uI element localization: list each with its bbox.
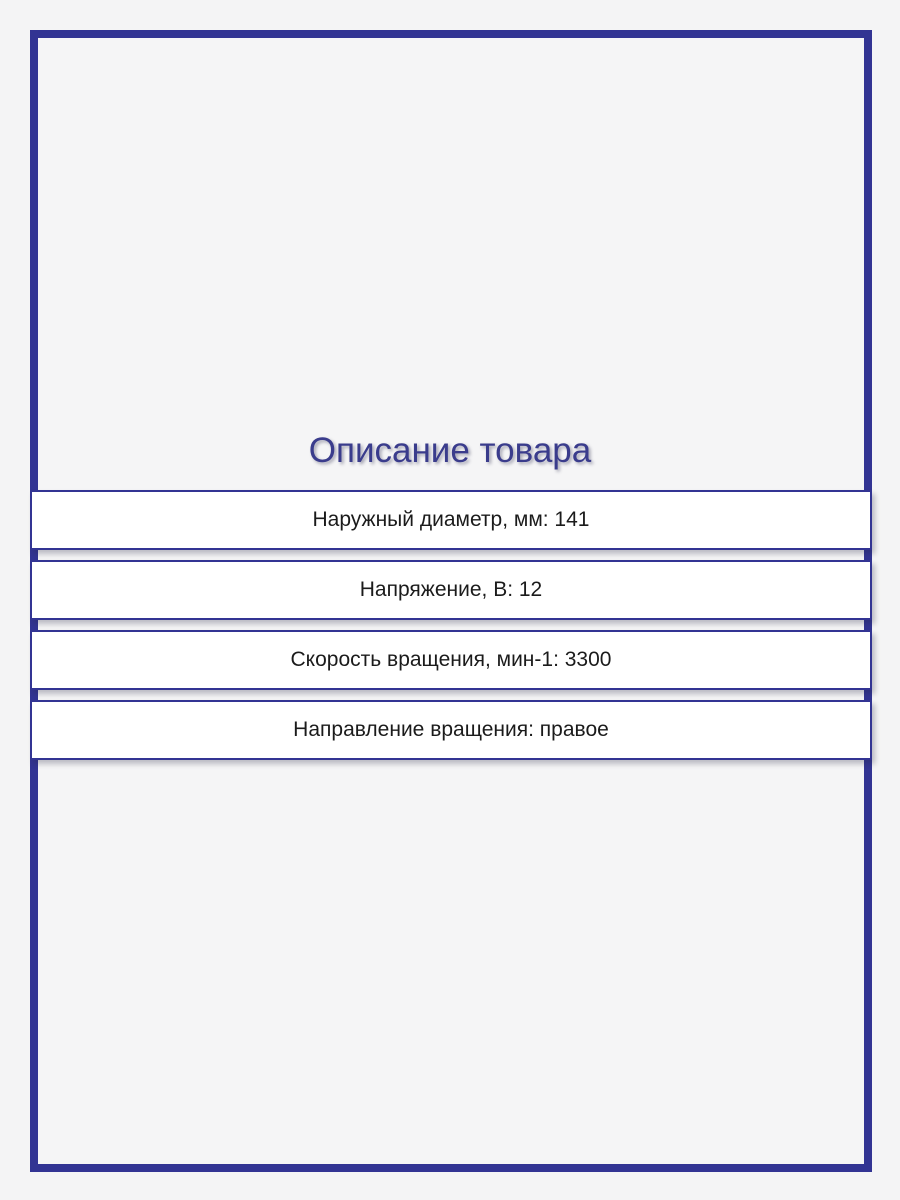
spec-outer-diameter: Наружный диаметр, мм: 141: [30, 490, 872, 550]
spec-rotation-direction: Направление вращения: правое: [30, 700, 872, 760]
spec-rotation-speed: Скорость вращения, мин-1: 3300: [30, 630, 872, 690]
spec-voltage: Напряжение, В: 12: [30, 560, 872, 620]
page-title: Описание товара: [308, 431, 592, 470]
